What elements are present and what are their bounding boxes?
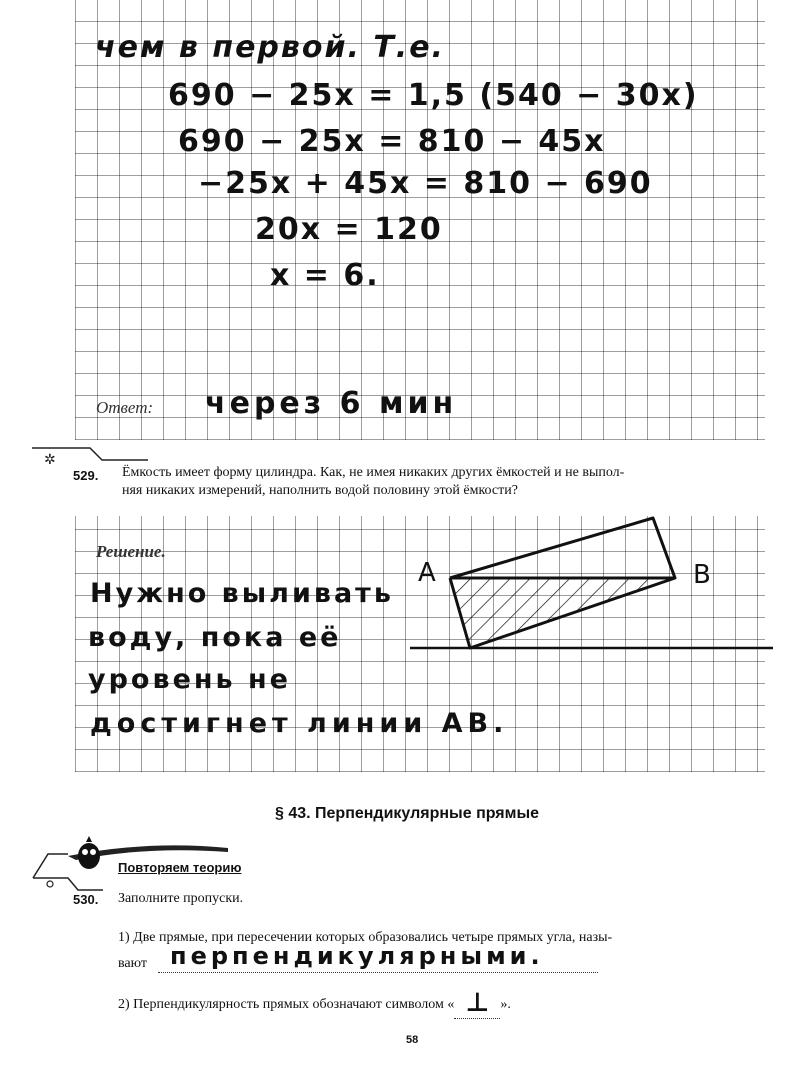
problem-529-text-line1: Ёмкость имеет форму цилиндра. Как, не имея никаких других ёмкостей и не выпол- xyxy=(122,465,625,480)
solution-intro-line: чем в первой. Т.е. xyxy=(95,30,445,65)
solution-529-line2: воду, пока её xyxy=(88,622,342,653)
answer-text: через 6 мин xyxy=(205,386,458,421)
equation-2: 690 − 25x = 810 − 45x xyxy=(178,124,606,159)
problem-529-number: 529. xyxy=(73,468,99,483)
item1-answer-underline xyxy=(158,972,598,973)
item2-label: 2) Перпендикулярность прямых обозначают символом « xyxy=(118,997,455,1012)
equation-5: x = 6. xyxy=(270,258,380,293)
svg-text:✲: ✲ xyxy=(44,452,56,466)
section-title: § 43. Перпендикулярные прямые xyxy=(275,805,540,822)
owl-icon xyxy=(74,834,104,874)
point-b-label: B xyxy=(693,560,711,590)
problem-530-instruction: Заполните пропуски. xyxy=(118,891,244,906)
theory-heading: Повторяем теорию xyxy=(118,860,242,875)
tilted-cylinder-drawing xyxy=(405,505,785,675)
page-number: 58 xyxy=(406,1034,419,1046)
answer-label: Ответ: xyxy=(96,398,154,417)
solution-529-line1: Нужно выливать xyxy=(90,578,394,609)
item1-prefix: вают xyxy=(118,956,148,971)
star-marker-tab xyxy=(30,436,150,466)
item1-answer: перпендикулярными. xyxy=(170,942,544,970)
perpendicular-symbol: ⊥ xyxy=(454,988,500,1019)
equation-4: 20x = 120 xyxy=(255,212,443,247)
equation-3: −25x + 45x = 810 − 690 xyxy=(198,166,653,201)
solution-529-line4: достигнет линии AB. xyxy=(90,708,509,739)
item2-text xyxy=(118,988,511,1019)
problem-529-text-line2: няя никаких измерений, наполнить водой половину этой ёмкости? xyxy=(122,483,518,498)
item1-line1: 1) Две прямые, при пересечении которых образовались четыре прямых угла, назы- xyxy=(118,930,613,945)
point-a-label: A xyxy=(418,558,436,588)
solution-529-line3: уровень не xyxy=(88,664,291,695)
item2-close: ». xyxy=(500,997,511,1012)
problem-530-number: 530. xyxy=(73,892,99,907)
solution-label-529: Решение. xyxy=(96,542,166,561)
equation-1: 690 − 25x = 1,5 (540 − 30x) xyxy=(168,78,699,113)
